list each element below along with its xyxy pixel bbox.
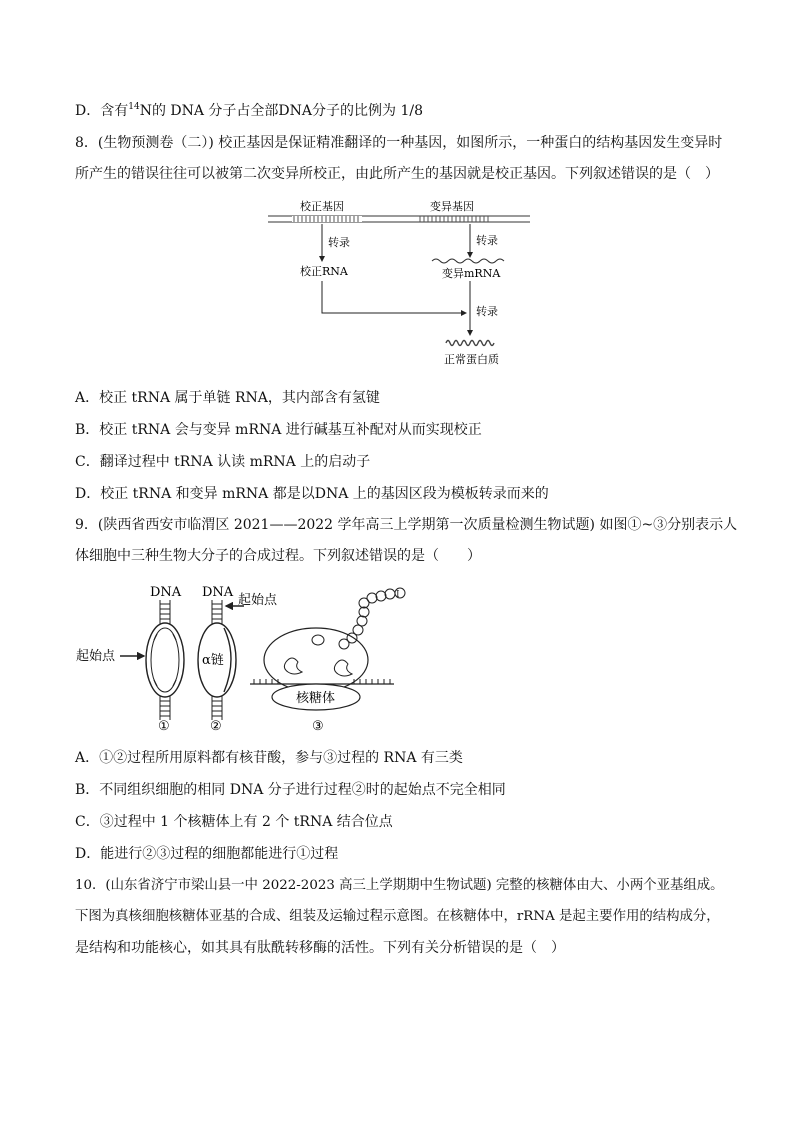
protein-label: 正常蛋白质 [444, 353, 499, 366]
rna-left-label: 校正RNA [300, 265, 348, 278]
origin-left-label: 起始点 [76, 649, 116, 664]
q8-option-c: C．翻译过程中 tRNA 认读 mRNA 上的启动子 [75, 454, 371, 470]
mrna-wave [432, 259, 504, 263]
label-3: ③ [312, 719, 324, 734]
q8-option-b: B．校正 tRNA 会与变异 mRNA 进行碱基互补配对从而实现校正 [75, 422, 482, 438]
rna-right-label: 变异mRNA [442, 267, 501, 280]
gene-segment-right [420, 216, 488, 222]
q9-option-a: A．①②过程所用原料都有核苷酸，参与③过程的 RNA 有三类 [75, 750, 463, 766]
origin-right-label: 起始点 [238, 593, 278, 608]
q9-figure [72, 580, 412, 738]
q8-figure [260, 195, 540, 375]
ribosome-label: 核糖体 [296, 691, 336, 706]
q8-option-a: A．校正 tRNA 属于单链 RNA，其内部含有氢键 [75, 390, 380, 406]
dna-ladder-bottom-2 [212, 696, 222, 720]
q10-stem-line1: 10．(山东省济宁市梁山县一中 2022-2023 高三上学期期中生物试题) 完整的核糖体由大、小两个亚基组成。 [75, 878, 724, 893]
arrow-left-label: 转录 [328, 236, 350, 249]
q7-option-d [75, 101, 423, 123]
q9-option-d: D．能进行②③过程的细胞都能进行①过程 [75, 846, 339, 862]
polypeptide-chain [339, 588, 405, 649]
q10-stem-line2: 下图为真核细胞核糖体亚基的合成、组装及运输过程示意图。在核糖体中，rRNA 是起主要作用的结构成分， [75, 909, 720, 924]
gene-left-label: 校正基因 [300, 200, 344, 213]
gene-right-label: 变异基因 [430, 200, 474, 213]
q7-option-d-prefix: D．含有 [75, 103, 129, 119]
q9-stem-line1: 9．(陕西省西安市临渭区 2021——2022 学年高三上学期第一次质量检测生物试题) 如图①~③分别表示人 [75, 517, 738, 533]
q9-option-c: C．③过程中 1 个核糖体上有 2 个 tRNA 结合位点 [75, 814, 393, 830]
trna-shapes [284, 635, 352, 676]
q9-stem-line2: 体细胞中三种生物大分子的合成过程。下列叙述错误的是（ ） [75, 548, 481, 564]
connector-left [322, 281, 466, 313]
q9-option-b: B．不同组织细胞的相同 DNA 分子进行过程②时的起始点不完全相同 [75, 782, 506, 798]
dna-ladder-bottom-1 [160, 696, 170, 720]
gene-segment-left [292, 216, 362, 222]
ribosome-large-subunit [264, 628, 368, 692]
arrow-right-label: 转录 [476, 234, 498, 247]
arrow-bottom-label: 转录 [476, 305, 498, 318]
q7-option-d-rest: N的 DNA 分子占全部DNA分子的比例为 1/8 [139, 103, 423, 119]
protein-coil [446, 341, 494, 346]
label-2: ② [210, 719, 222, 734]
dna-ladder-top-1 [160, 600, 170, 624]
q8-stem-line2: 所产生的错误往往可以被第二次变异所校正，由此所产生的基因就是校正基因。下列叙述错误的是（ ） [75, 166, 719, 182]
svg-text:I: I [396, 590, 400, 600]
replication-arrows [154, 634, 176, 686]
q8-option-d: D．校正 tRNA 和变异 mRNA 都是以DNA 上的基因区段为模板转录而来的 [75, 486, 549, 502]
q10-stem-line3: 是结构和功能核心，如其具有肽酰转移酶的活性。下列有关分析错误的是（ ） [75, 940, 565, 956]
q7-option-d-superscript: 14 [128, 102, 140, 112]
dna-ladder-top-2 [212, 600, 222, 624]
replication-bubble-outer [146, 623, 184, 697]
alpha-chain-strand [224, 628, 231, 692]
alpha-chain-label: α链 [202, 653, 224, 668]
dna2-label: DNA [202, 585, 234, 600]
q8-stem-line1: 8．(生物预测卷（二）) 校正基因是保证精准翻译的一种基因，如图所示，一种蛋白的结构基因发生变异时 [75, 135, 723, 151]
dna1-label: DNA [150, 585, 182, 600]
label-1: ① [158, 719, 170, 734]
